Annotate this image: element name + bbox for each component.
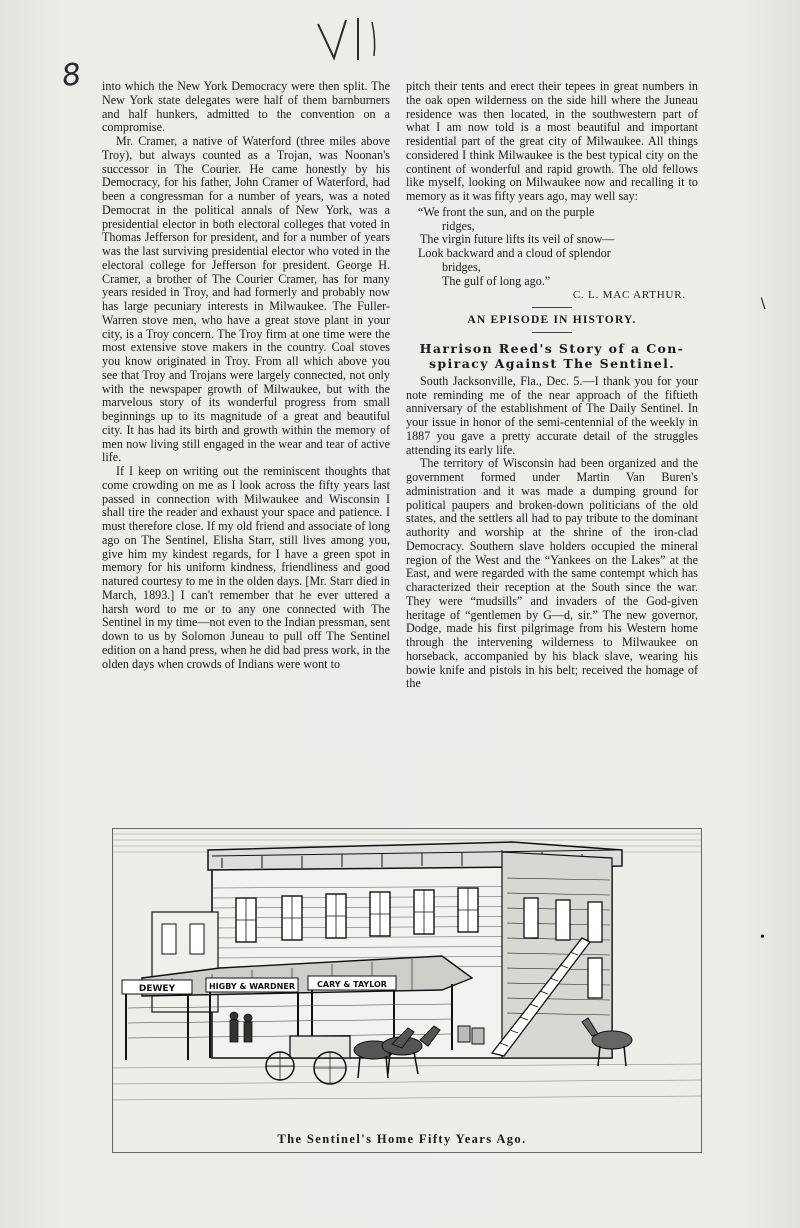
- divider-rule: [532, 307, 572, 308]
- quote-line: The gulf of long ago.”: [442, 273, 551, 288]
- left-paragraph-3: If I keep on writing out the reminiscent thoughts that come crowding on me as I look across the fifty years last passed in connection with Milwaukee and Wisconsin I shall tire the reader and exhaust your space and patience. I must therefore close. If my old friend and associate of long ago on The Sentinel, Elisha Starr, still lives among you, give him my kindest regards, for I have a green spot in memory for his uniform kindness, friendliness and good natured courtesy to me in the olden days. [Mr. Starr died in March, 1893.] I can't remember that he ever uttered a harsh word to me or to any one connected with The Sentinel in my time—not even to the Indian pressman, sent down to us by Solomon Juneau to pull off The Sentinel edition on a hand press, when he did bad press work, in the olden days when crowds of Indians were wont to: [102, 464, 390, 671]
- poem-quote: [406, 206, 698, 289]
- right-paragraph-3: The territory of Wisconsin had been organized and the government formed under Martin Van Buren's administration and it was made a dumping ground for political paupers and broken-down politicians of the old states, and the settlers all had to pay tribute to the dominant authority and worship at the shrine of the iron-clad Democracy. Southern slave holders occupied the mineral region of the West and the “Yankees on the Lakes” at the East, and were regarded with the same contempt which has characterized their reception at the South since the war. They were “mudsills” and invaders of the God-given heritage of “gentlemen by G—d, sir.” The new governor, Dodge, made his first pilgrimage from his Western home through the intervening wilderness to Milwaukee on horseback, accompanied by his black slave, wearing his bowie knife and pistols in his belt; received the homage of the: [406, 456, 698, 691]
- margin-mark: ∖: [758, 297, 767, 312]
- left-paragraph-2: Mr. Cramer, a native of Waterford (three miles above Troy), but always counted as a Trojan, was Noonan's successor in The Courier. He came honestly by his Democracy, for his father, John Cramer of Waterford, had been a congressman for a number of years, was a noted Democrat in the political annals of New York, was a presidential elector in both electoral colleges that voted in Thomas Jefferson for president, and for a number of years was the last surviving presidential elector who voted in the electoral college for Jefferson for president. George H. Cramer, a brother of The Courier Cramer, has for many years resided in Troy, and had formerly and probably now has large pecuniary interests in Milwaukee. The Fuller-Warren stove men, who have a great stove plant in your city, is a Troy concern. The Troy firm at one time were the most extensive stove makers in the country. Coal stoves you know originated in Troy. From all which above you see that Troy and Trojans were largely connected, not only with the newspaper growth of Milwaukee, but with the marvelous story of its wonderful progress from small beginnings up to its magnitude of a great and beautiful city. It has had its birth and growth within the memory of men now living still engaged in the wear and tear of active life.: [102, 134, 390, 465]
- quote-line: bridges,: [442, 259, 481, 274]
- left-paragraph-1: into which the New York Democracy were then split. The New York state delegates were half of them barnburners and half hunkers, admitted to the convention on a compromise.: [102, 79, 390, 135]
- illustration-caption: The Sentinel's Home Fifty Years Ago.: [277, 1132, 527, 1146]
- quote-line: “We front the sun, and on the purple: [418, 204, 595, 219]
- margin-mark: •: [760, 930, 765, 945]
- sign-higby-wardner: HIGBY & WARDNER: [208, 982, 296, 991]
- quote-line: Look backward and a cloud of splendor: [418, 246, 611, 260]
- quote-line: The virgin future lifts its veil of snow—: [420, 232, 615, 247]
- handwritten-page-number: 8: [59, 56, 84, 95]
- sign-cary-taylor: CARY & TAYLOR: [317, 980, 387, 989]
- sentinel-building-illustration: [112, 828, 702, 1153]
- right-paragraph-2: South Jacksonville, Fla., Dec. 5.—I thank you for your note reminding me of the near approach of the fiftieth anniversary of the establishment of The Daily Sentinel. In your issue in honor of the semi-centennial of the weekly in 1887 you gave a pretty accurate detail of the struggles attending its early life.: [406, 373, 698, 457]
- sign-dewey: DEWEY: [138, 984, 176, 994]
- article-subheadline: [406, 341, 698, 371]
- author-signature: C. L. MAC ARTHUR.: [572, 289, 686, 302]
- right-column: [406, 80, 698, 691]
- left-column: [102, 80, 390, 671]
- subheadline-line-1: Harrison Reed's Story of a Con-: [419, 340, 685, 356]
- svg-text:V1: V1: [312, 10, 314, 11]
- divider-rule: [532, 332, 572, 333]
- handwritten-mark: [312, 10, 402, 70]
- subheadline-line-2: spiracy Against The Sentinel.: [428, 355, 675, 371]
- article-headline: AN EPISODE IN HISTORY.: [467, 314, 637, 326]
- quote-line: ridges,: [442, 218, 475, 233]
- right-paragraph-1: pitch their tents and erect their tepees in great numbers in the oak open wilderness on the side hill where the Juneau residence was then located, in the southwestern part of what I am now told is a most beautiful and important residential part of the great city of Milwaukee. All things considered I think Milwaukee is the best typical city on the continent of wonderful and rapid growth. The old fellows like myself, looking on Milwaukee now and recalling it to memory as it was fifty years ago, may well say:: [406, 79, 698, 203]
